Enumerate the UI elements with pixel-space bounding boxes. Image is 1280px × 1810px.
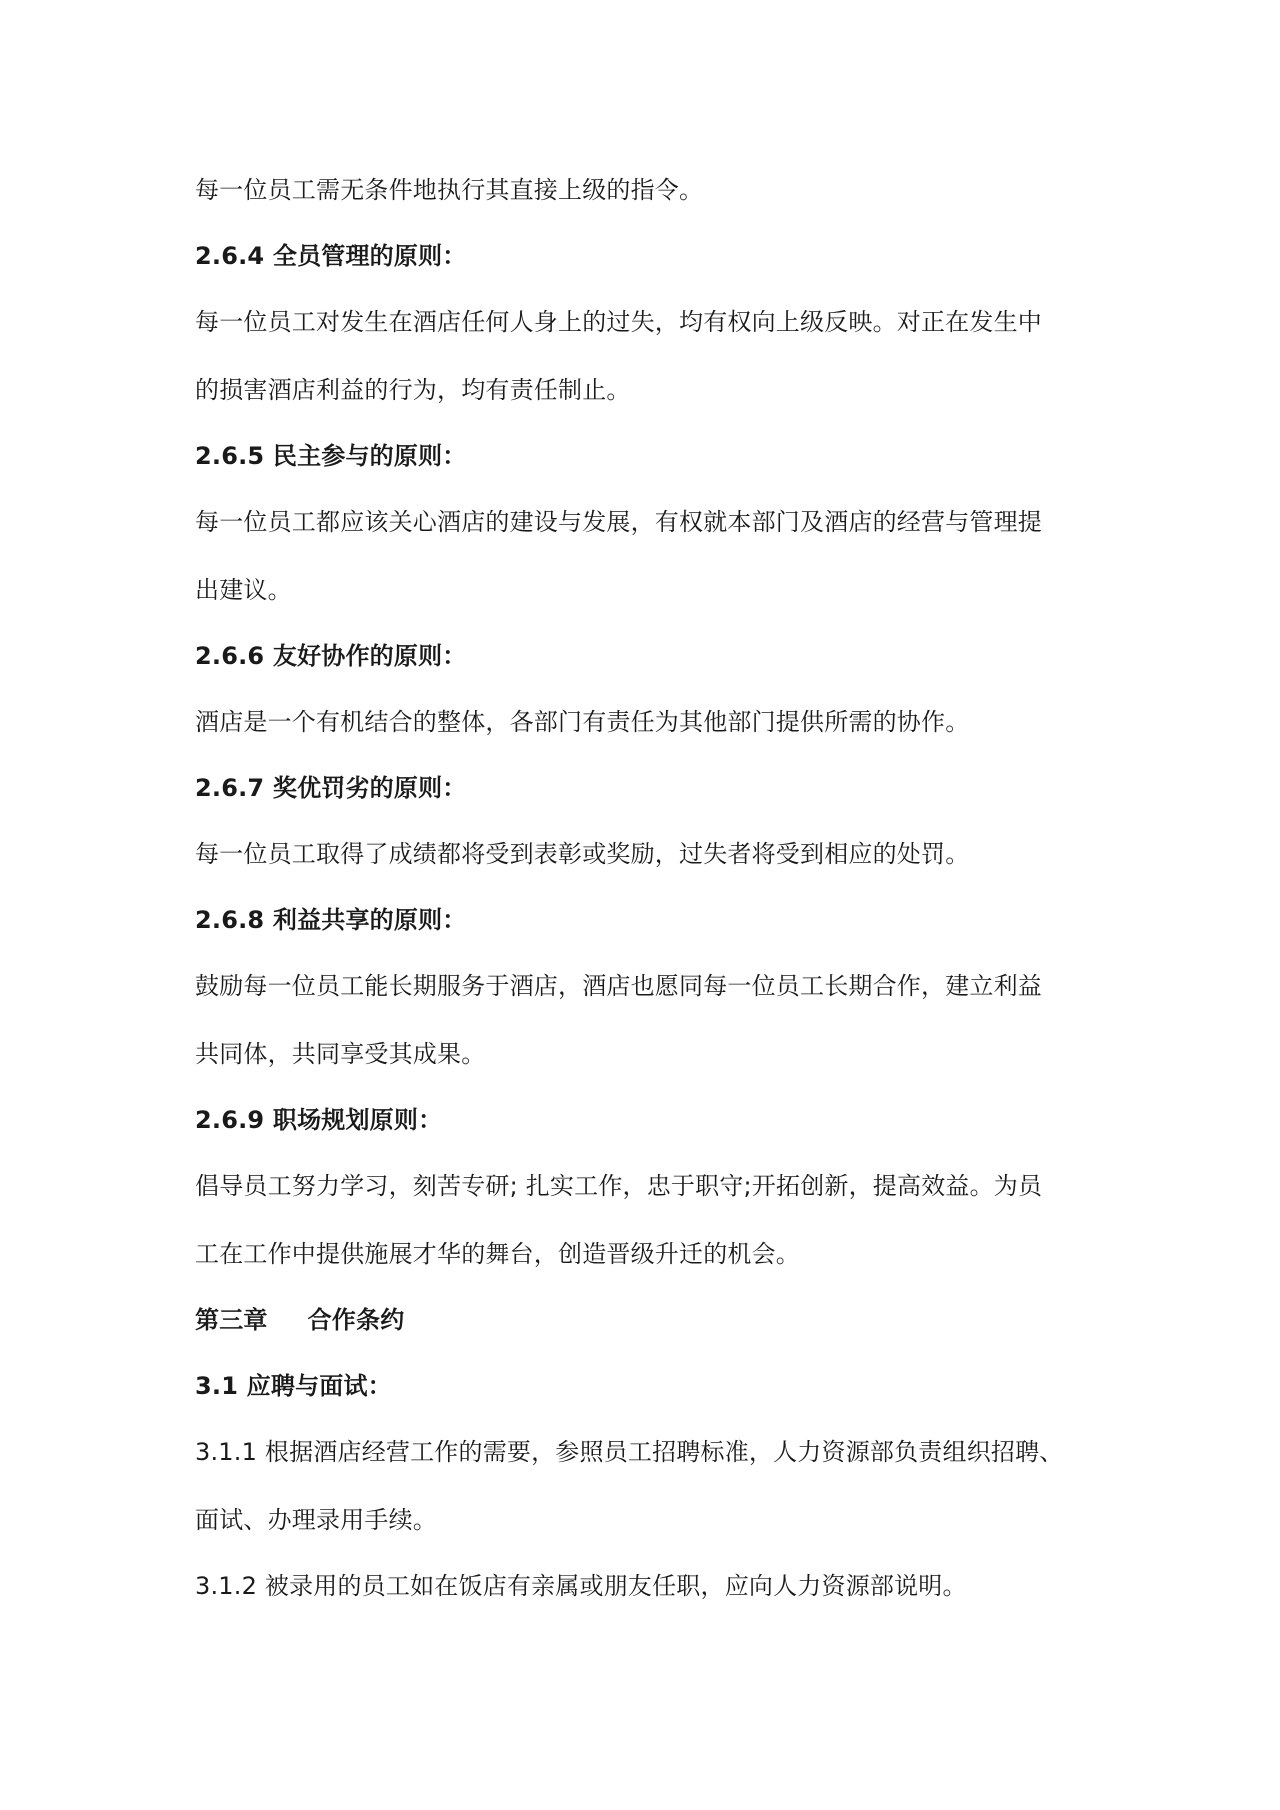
chapter-heading: [195, 1304, 1095, 1336]
section-heading-2-6-6: 2.6.6 友好协作的原则：: [195, 642, 467, 670]
paragraph-line: 每一位员工需无条件地执行其直接上级的指令。: [195, 176, 704, 204]
chapter-number: 第三章: [195, 1306, 268, 1334]
paragraph-line: 面试、办理录用手续。: [195, 1506, 437, 1534]
paragraph-line: 3.1.2 被录用的员工如在饭店有亲属或朋友任职，应向人力资源部说明。: [195, 1572, 967, 1600]
paragraph-line: 3.1.1 根据酒店经营工作的需要，参照员工招聘标准，人力资源部负责组织招聘、: [195, 1438, 1064, 1466]
section-heading-3-1: 3.1 应聘与面试：: [195, 1372, 392, 1400]
paragraph-line: 每一位员工取得了成绩都将受到表彰或奖励，过失者将受到相应的处罚。: [195, 840, 970, 868]
paragraph-line: 出建议。: [195, 576, 292, 604]
section-heading-2-6-8: 2.6.8 利益共享的原则：: [195, 906, 467, 934]
section-heading-2-6-5: 2.6.5 民主参与的原则：: [195, 442, 467, 470]
paragraph-line: 共同体，共同享受其成果。: [195, 1040, 486, 1068]
paragraph-line: 的损害酒店利益的行为，均有责任制止。: [195, 376, 631, 404]
paragraph-line: 工在工作中提供施展才华的舞台，创造晋级升迁的机会。: [195, 1240, 800, 1268]
paragraph-line: 倡导员工努力学习，刻苦专研; 扎实工作，忠于职守;开拓创新，提高效益。为员: [195, 1172, 1043, 1200]
section-heading-2-6-4: 2.6.4 全员管理的原则：: [195, 242, 467, 270]
paragraph-line: 鼓励每一位员工能长期服务于酒店，酒店也愿同每一位员工长期合作，建立利益: [195, 972, 1042, 1000]
paragraph-line: 每一位员工都应该关心酒店的建设与发展，有权就本部门及酒店的经营与管理提: [195, 508, 1042, 536]
chapter-title: 合作条约: [307, 1306, 405, 1334]
paragraph-line: 每一位员工对发生在酒店任何人身上的过失，均有权向上级反映。对正在发生中: [195, 308, 1042, 336]
paragraph-line: 酒店是一个有机结合的整体，各部门有责任为其他部门提供所需的协作。: [195, 708, 970, 736]
section-heading-2-6-7: 2.6.7 奖优罚劣的原则：: [195, 774, 467, 802]
section-heading-2-6-9: 2.6.9 职场规划原则：: [195, 1106, 443, 1134]
